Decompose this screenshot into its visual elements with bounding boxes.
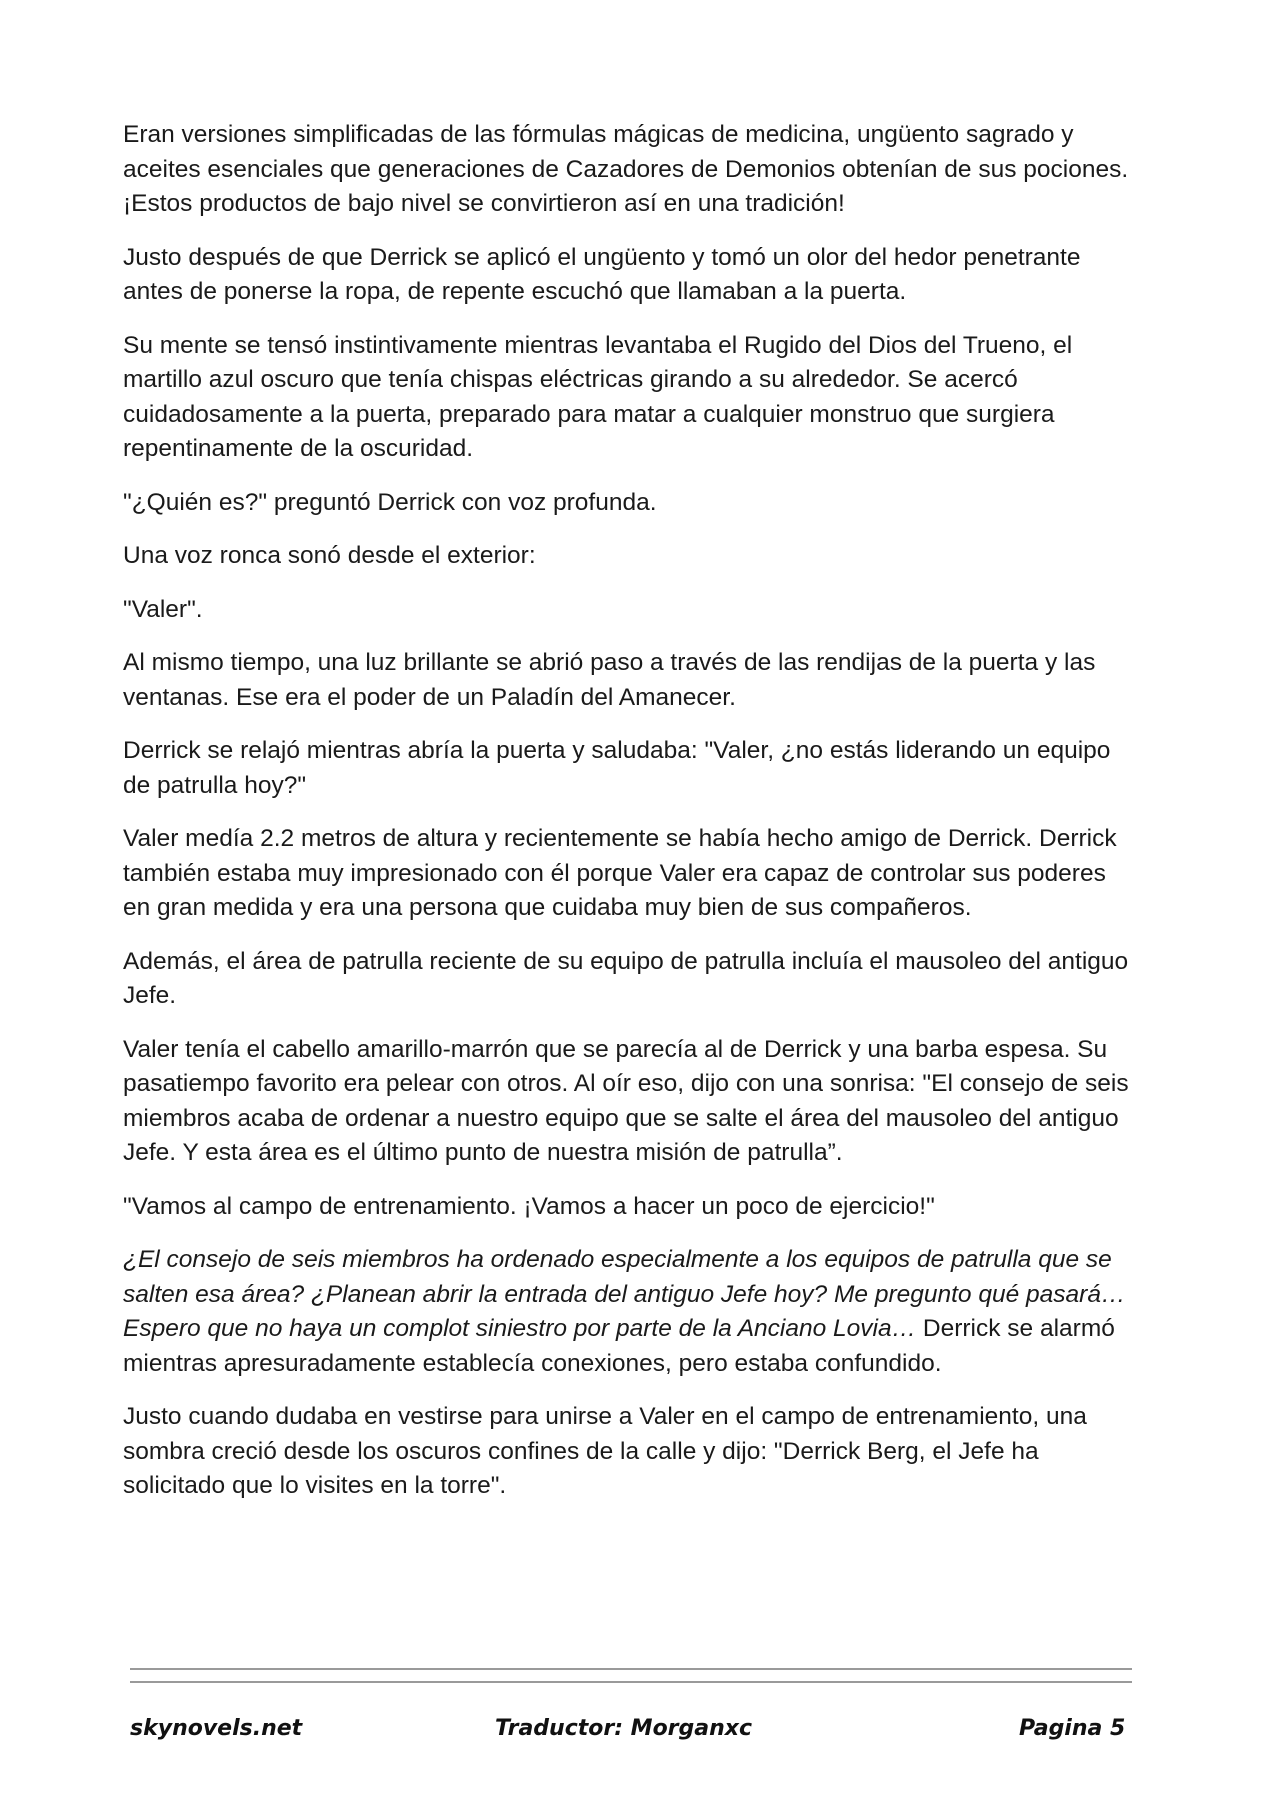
paragraph-13	[123, 1243, 1138, 1381]
paragraph-6: "Valer".	[123, 595, 203, 623]
paragraph-8: Derrick se relajó mientras abría la puerta y saludaba: "Valer, ¿no estás liderando un equipo de patrulla hoy?"	[123, 737, 1111, 799]
paragraph-4: "¿Quién es?" preguntó Derrick con voz profunda.	[123, 488, 657, 516]
paragraph-12: "Vamos al campo de entrenamiento. ¡Vamos a hacer un poco de ejercicio!"	[123, 1192, 935, 1220]
document-body	[123, 118, 1138, 1523]
footer-divider-bottom	[130, 1681, 1132, 1683]
footer-divider-top	[130, 1668, 1132, 1670]
paragraph-2: Justo después de que Derrick se aplicó el ungüento y tomó un olor del hedor penetrante antes de ponerse la ropa, de repente escuchó que llamaban a la puerta.	[123, 243, 1081, 305]
paragraph-5: Una voz ronca sonó desde el exterior:	[123, 542, 536, 569]
paragraph-9: Valer medía 2.2 metros de altura y recientemente se había hecho amigo de Derrick. Derrick también estaba muy impresionado con él porque Valer era capaz de controlar sus poderes en gran medida y era una persona que cuidaba muy bien de sus compañeros.	[123, 825, 1117, 921]
inner-thought-text: ¿El consejo de seis miembros ha ordenado especialmente a los equipos de patrulla que se salten esa área? ¿Planean abrir la entrada del antiguo Jefe hoy? Me pregunto qué pasará… Espero que no haya un complot siniestro por parte de la Anciano Lovia…	[123, 1246, 1126, 1342]
paragraph-14: Justo cuando dudaba en vestirse para unirse a Valer en el campo de entrenamiento, una sombra creció desde los oscuros confines de la calle y dijo: "Derrick Berg, el Jefe ha solicitado que lo visites en la torre".	[123, 1403, 1087, 1499]
paragraph-11: Valer tenía el cabello amarillo-marrón que se parecía al de Derrick y una barba espesa. Su pasatiempo favorito era pelear con otros. Al oír eso, dijo con una sonrisa: "El consejo de seis miembros acaba de ordenar a nuestro equipo que se salte el área del mausoleo del antiguo Jefe. Y esta área es el último punto de nuestra misión de patrulla”.	[123, 1035, 1129, 1166]
footer-page-number: Pagina 5	[1019, 1716, 1126, 1741]
footer-translator: Traductor: Morganxc	[495, 1716, 753, 1741]
narration-text: Derrick se alarmó mientras apresuradamente establecía conexiones, pero estaba confundido.	[123, 1315, 1115, 1377]
footer-site: skynovels.net	[130, 1716, 303, 1741]
paragraph-1: Eran versiones simplificadas de las fórmulas mágicas de medicina, ungüento sagrado y aceites esenciales que generaciones de Cazadores de Demonios obtenían de sus pociones. ¡Estos productos de bajo nivel se convirtieron así en una tradición!	[123, 121, 1129, 217]
paragraph-7: Al mismo tiempo, una luz brillante se abrió paso a través de las rendijas de la puerta y las ventanas. Ese era el poder de un Paladín del Amanecer.	[123, 649, 1096, 711]
paragraph-3: Su mente se tensó instintivamente mientras levantaba el Rugido del Dios del Trueno, el martillo azul oscuro que tenía chispas eléctricas girando a su alrededor. Se acercó cuidadosamente a la puerta, preparado para matar a cualquier monstruo que surgiera repentinamente de la oscuridad.	[123, 331, 1073, 462]
paragraph-10: Además, el área de patrulla reciente de su equipo de patrulla incluía el mausoleo del antiguo Jefe.	[123, 947, 1129, 1009]
